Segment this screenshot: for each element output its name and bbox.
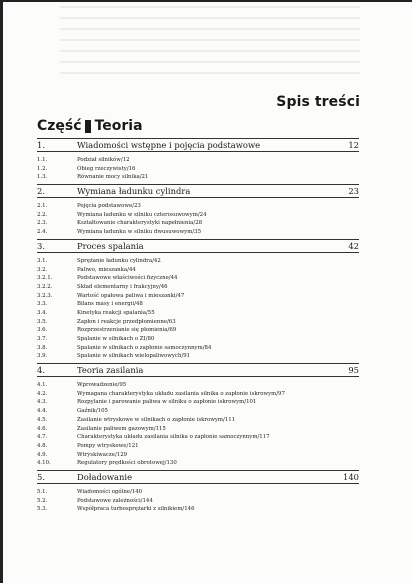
entry-title: Paliwo, mieszanka/44 [77, 266, 136, 273]
chapter-num: 5. [37, 471, 45, 482]
toc-entry[interactable] [37, 257, 359, 266]
entry-num: 5.2. [37, 497, 48, 504]
toc-entry[interactable] [37, 442, 359, 451]
entry-title: Sprężanie ładunku cylindra/42 [77, 257, 161, 264]
chapter-row[interactable] [37, 470, 359, 484]
toc-entry[interactable] [37, 283, 359, 292]
toc-entry[interactable] [37, 407, 359, 416]
toc-entry[interactable] [37, 219, 359, 228]
entry-num: 3.3. [37, 301, 48, 308]
toc-entry[interactable] [37, 451, 359, 460]
entry-num: 2.3. [37, 220, 48, 227]
entry-title: Obieg rzeczywisty/16 [77, 165, 136, 172]
entry-title: Spalanie w silnikach o zapłonie samoczynnym/84 [77, 344, 212, 351]
entry-num: 3.8. [37, 344, 48, 351]
entry-title: Współpraca turbosprężarki z silnikiem/146 [77, 506, 195, 513]
toc-entry[interactable] [37, 173, 359, 182]
chapter-title: Doładowanie [77, 471, 133, 482]
entry-num: 3.2. [37, 266, 48, 273]
chapter-page: 140 [343, 471, 359, 482]
toc-entry[interactable] [37, 497, 359, 506]
entry-title: Wtryskiwacze/129 [77, 451, 128, 458]
chapter-row[interactable] [37, 363, 359, 377]
chapter-num: 2. [37, 186, 45, 197]
entry-title: Skład elementarny i frakcyjny/46 [77, 283, 168, 290]
chapter-page: 95 [348, 365, 359, 376]
entry-num: 4.5. [37, 416, 48, 423]
entry-num: 1.3. [37, 174, 48, 181]
entry-num: 4.7. [37, 434, 48, 441]
toc-entry[interactable] [37, 505, 359, 514]
entry-title: Zapłon i reakcje przedpłomienne/63 [77, 318, 176, 325]
entry-num: 5.1. [37, 488, 48, 495]
entry-title: Podział silników/12 [77, 157, 130, 163]
toc-heading: Spis treści [276, 94, 360, 110]
entry-num: 3.6. [37, 327, 48, 334]
entry-num: 3.5. [37, 318, 48, 325]
entry-num: 4.9. [37, 451, 48, 458]
chapter-row[interactable] [37, 184, 359, 198]
entry-title: Wartość opałowa paliwa i mieszanki/47 [77, 292, 185, 299]
toc-entry[interactable] [37, 309, 359, 318]
entry-title: Kinetyka reakcji spalania/55 [77, 309, 155, 316]
entry-title: Zasilanie paliwem gazowym/115 [77, 425, 166, 432]
entry-num: 3.2.3. [37, 292, 53, 299]
entry-num: 4.10. [37, 460, 51, 467]
toc-entry[interactable] [37, 300, 359, 309]
entry-title: Podstawowe właściwości fizyczne/44 [77, 275, 178, 282]
toc-entry[interactable] [37, 352, 359, 361]
toc-entry[interactable] [37, 202, 359, 211]
toc-entry[interactable] [37, 292, 359, 301]
chapter-page: 23 [348, 186, 359, 197]
entry-num: 2.1. [37, 203, 48, 210]
entry-title: Podstawowe zależności/144 [77, 497, 153, 504]
chapter-row[interactable] [37, 138, 359, 152]
entry-title: Bilans masy i energii/48 [77, 301, 143, 308]
entry-num: 1.1. [37, 157, 48, 163]
chapter-page: 12 [348, 140, 359, 150]
toc-entry[interactable] [37, 425, 359, 434]
entry-num: 4.4. [37, 408, 48, 415]
chapter-title: Wymiana ładunku cylindra [77, 186, 191, 197]
chapter-title: Wiadomości wstępne i pojęcia podstawowe [77, 140, 261, 150]
toc-entry[interactable] [37, 266, 359, 275]
entry-title: Spalanie w silnikach o ZI/80 [77, 336, 155, 342]
chapter-title: Teoria zasilania [77, 365, 144, 376]
entry-num: 5.3. [37, 506, 48, 513]
toc-entry[interactable] [37, 335, 359, 344]
toc-entry[interactable] [37, 488, 359, 497]
entry-num: 3.4. [37, 309, 48, 316]
toc-entry[interactable] [37, 459, 359, 468]
entry-title: Regulatory prędkości obrotowej/130 [77, 460, 177, 467]
entry-title: Równanie mocy silnika/21 [77, 174, 149, 181]
toc-entry[interactable] [37, 390, 359, 399]
entry-title: Wymiana ładunku w silniku dwusuwowym/35 [77, 229, 201, 236]
entry-title: Spalanie w silnikach wielopaliwowych/91 [77, 353, 191, 360]
entry-title: Rozpylanie i parowanie paliwa w silniku o zapłonie iskrowym/101 [77, 399, 257, 406]
toc-list [37, 138, 359, 514]
entry-title: Wprowadzenie/95 [77, 382, 127, 389]
entry-title: Pompy wtryskowe/121 [77, 442, 139, 449]
entry-num: 2.4. [37, 229, 48, 236]
entry-num: 2.2. [37, 211, 48, 218]
toc-entry[interactable] [37, 228, 359, 237]
entry-num: 1.2. [37, 165, 48, 172]
chapter-row[interactable] [37, 239, 359, 253]
chapter-num: 4. [37, 365, 45, 376]
entry-title: Wymiana ładunku w silniku czterosuwowym/24 [77, 211, 207, 218]
entry-num: 3.7. [37, 336, 48, 342]
chapter-title: Proces spalania [77, 240, 144, 251]
chapter-num: 1. [37, 140, 45, 150]
toc-entry[interactable] [37, 156, 359, 165]
entry-num: 4.6. [37, 425, 48, 432]
toc-entry[interactable] [37, 211, 359, 220]
entry-num: 3.2.1. [37, 275, 53, 282]
entry-title: Kształtowanie charakterystyki napełnienia/28 [77, 220, 203, 227]
entry-num: 4.8. [37, 442, 48, 449]
entry-title: Wiadomości ogólne/140 [77, 488, 143, 495]
bleed-through-text [60, 6, 360, 76]
chapter-page: 42 [348, 240, 359, 251]
part-bar-mark [85, 120, 91, 133]
toc-entry[interactable] [37, 318, 359, 327]
entry-num: 4.1. [37, 382, 48, 389]
toc-entry[interactable] [37, 165, 359, 174]
part-name: Teoria [94, 118, 143, 134]
entry-title: Gaźnik/105 [77, 408, 108, 415]
toc-entry[interactable] [37, 326, 359, 335]
entry-num: 3.2.2. [37, 283, 53, 290]
toc-entry[interactable] [37, 344, 359, 353]
entry-title: Charakterystyka układu zasilania silnika o zapłonie samoczynnym/117 [77, 434, 270, 441]
entry-num: 4.3. [37, 399, 48, 406]
entry-title: Pojęcia podstawowe/23 [77, 203, 141, 210]
part-heading [37, 118, 143, 134]
entry-num: 3.1. [37, 257, 48, 264]
toc-entry[interactable] [37, 398, 359, 407]
entry-num: 3.9. [37, 353, 48, 360]
entry-num: 4.2. [37, 390, 48, 397]
toc-entry[interactable] [37, 433, 359, 442]
entry-title: Zasilanie wtryskowe w silnikach o zapłonie iskrowym/111 [77, 416, 236, 423]
toc-entry[interactable] [37, 381, 359, 390]
entry-title: Wymagana charakterystyka układu zasilania silnika o zapłonie iskrowym/97 [77, 390, 285, 397]
toc-entry[interactable] [37, 274, 359, 283]
chapter-num: 3. [37, 240, 45, 251]
toc-entry[interactable] [37, 416, 359, 425]
entry-title: Rozprzestrzenianie się płomienia/69 [77, 327, 177, 334]
part-prefix: Część [37, 118, 82, 134]
